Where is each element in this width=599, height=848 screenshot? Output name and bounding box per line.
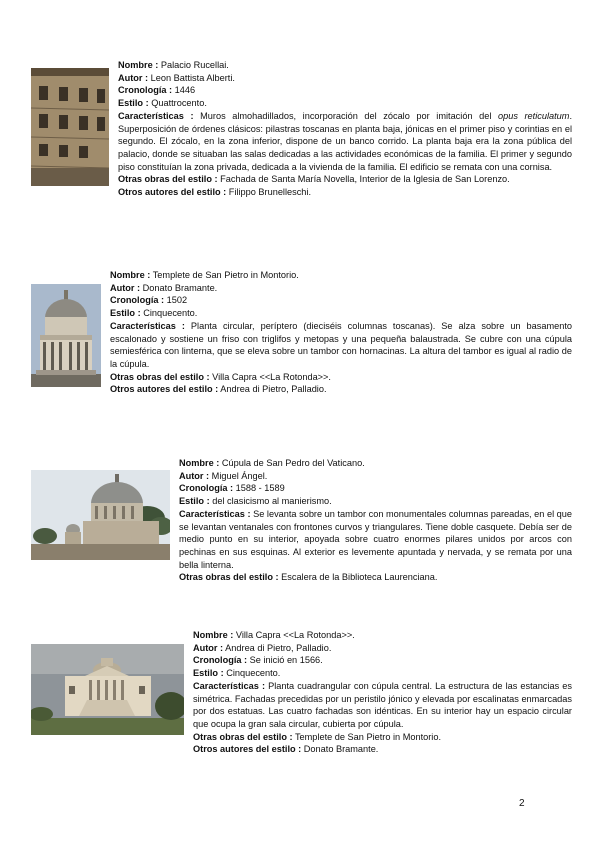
- style-value: Quattrocento.: [151, 98, 207, 109]
- style-value: Cinquecento.: [226, 668, 281, 679]
- other-works-label: Otras obras del estilo :: [179, 572, 279, 583]
- other-authors-label: Otros autores del estilo :: [110, 384, 219, 395]
- features-value: Planta circular, períptero (dieciséis columnas toscanas). Se alza sobre un basamento escalonado y sostiene un friso con triglifos y metopas y una pequeña balaustrada. Se cubre con una cúpula semiesférica con linterna, que se eleva sobre un tambor con hornacinas. La altura del tambor es igual al radio de la cúpula.: [110, 320, 572, 369]
- entry-villa-capra: [193, 629, 572, 756]
- author-value: Miguel Ángel.: [211, 470, 268, 481]
- style-label: Estilo :: [110, 308, 141, 319]
- name-value: Cúpula de San Pedro del Vaticano.: [221, 458, 365, 468]
- other-works-value: Villa Capra <<La Rotonda>>.: [212, 371, 331, 382]
- chronology-label: Cronología :: [193, 655, 248, 666]
- cupula-san-pedro-photo: [31, 470, 170, 560]
- villa-capra-photo: [31, 644, 184, 735]
- style-label: Estilo :: [118, 98, 149, 109]
- other-works-label: Otras obras del estilo :: [110, 371, 210, 382]
- other-authors-value: Filippo Brunelleschi.: [228, 187, 312, 198]
- features-label: Características :: [110, 320, 185, 331]
- chronology-value: 1588 - 1589: [235, 483, 285, 494]
- features-label: Características :: [193, 680, 266, 691]
- author-value: Andrea di Pietro, Palladio.: [225, 642, 332, 653]
- author-value: Leon Battista Alberti.: [150, 72, 235, 83]
- name-label: Nombre :: [110, 270, 151, 280]
- features-value: Planta cuadrangular con cúpula central. La estructura de las estancias es simétrica. Fachadas precedidas por un peristilo jónico y elevada por escalinatas enmarcadas por dos estatuas. Las cuatro fachadas son idénticas. En su interior hay un espacio circular que ocupa la gran sala circular, cubierta por cúpula.: [193, 680, 572, 729]
- entry-palacio-rucellai: [118, 59, 572, 199]
- chronology-label: Cronología :: [110, 295, 165, 306]
- chronology-value: 1446: [174, 85, 196, 96]
- palacio-rucellai-photo: [31, 68, 109, 186]
- features-value-start: Muros almohadillados, incorporación del zócalo por imitación del: [200, 110, 492, 121]
- features-value-end: . Superposición de órdenes clásicos: pilastras toscanas en planta baja, jónicas en el primer piso y corintias en el segundo. El zócalo, en la zona inferior, dispone de un banco corrido. La planta baja era la zona pública del palacio, donde se situaban las salas dedicadas a las actividades económicas de la familia. El primer y segundo piso constituían la zona privada, dedicada a la vivienda de la familia. El edificio se remata con una cornisa.: [118, 110, 572, 172]
- style-label: Estilo :: [193, 668, 224, 679]
- author-value: Donato Bramante.: [142, 282, 218, 293]
- entry-templete-san-pietro: [110, 269, 572, 396]
- other-authors-label: Otros autores del estilo :: [118, 187, 227, 198]
- name-label: Nombre :: [193, 630, 234, 640]
- name-value: Palacio Rucellai.: [160, 60, 229, 70]
- style-value: Cinquecento.: [143, 308, 198, 319]
- chronology-label: Cronología :: [118, 85, 173, 96]
- other-works-label: Otras obras del estilo :: [118, 174, 218, 185]
- features-label: Características :: [179, 508, 251, 519]
- chronology-value: 1502: [166, 295, 188, 306]
- features-value-italic: opus reticulatum: [497, 110, 570, 121]
- author-label: Autor :: [179, 470, 210, 481]
- other-authors-value: Donato Bramante.: [303, 744, 379, 755]
- author-label: Autor :: [118, 72, 149, 83]
- features-value: Se levanta sobre un tambor con monumentales columnas pareadas, en el que se levantan ventanales con frontones curvos y triangulares. Tiene doble casquete. Debía ser de medio punto en su interior, apoyada sobre cuatro enormes pilares unidos por arcos con pechinas en sus esquinas. Al exterior es levemente apuntada y nervada, y se remata por una bella linterna.: [179, 508, 573, 570]
- page-number: 2: [519, 798, 525, 809]
- style-label: Estilo :: [179, 496, 210, 507]
- author-label: Autor :: [110, 282, 141, 293]
- templete-san-pietro-photo: [31, 284, 101, 387]
- other-works-value: Escalera de la Biblioteca Laurenciana.: [281, 572, 438, 583]
- chronology-value: Se inició en 1566.: [249, 655, 323, 666]
- author-label: Autor :: [193, 642, 224, 653]
- name-value: Villa Capra <<La Rotonda>>.: [235, 630, 355, 640]
- other-works-value: Templete de San Pietro in Montorio.: [294, 731, 442, 742]
- other-authors-value: Andrea di Pietro, Palladio.: [220, 384, 327, 395]
- other-works-label: Otras obras del estilo :: [193, 731, 293, 742]
- name-label: Nombre :: [118, 60, 159, 70]
- other-authors-label: Otros autores del estilo :: [193, 744, 302, 755]
- other-works-value: Fachada de Santa María Novella, Interior de la Iglesia de San Lorenzo.: [220, 174, 510, 185]
- chronology-label: Cronología :: [179, 483, 234, 494]
- style-value: del clasicismo al manierismo.: [212, 496, 332, 507]
- name-value: Templete de San Pietro in Montorio.: [152, 270, 299, 280]
- name-label: Nombre :: [179, 458, 220, 468]
- entry-cupula-san-pedro: [179, 457, 572, 584]
- features-label: Características :: [118, 110, 194, 121]
